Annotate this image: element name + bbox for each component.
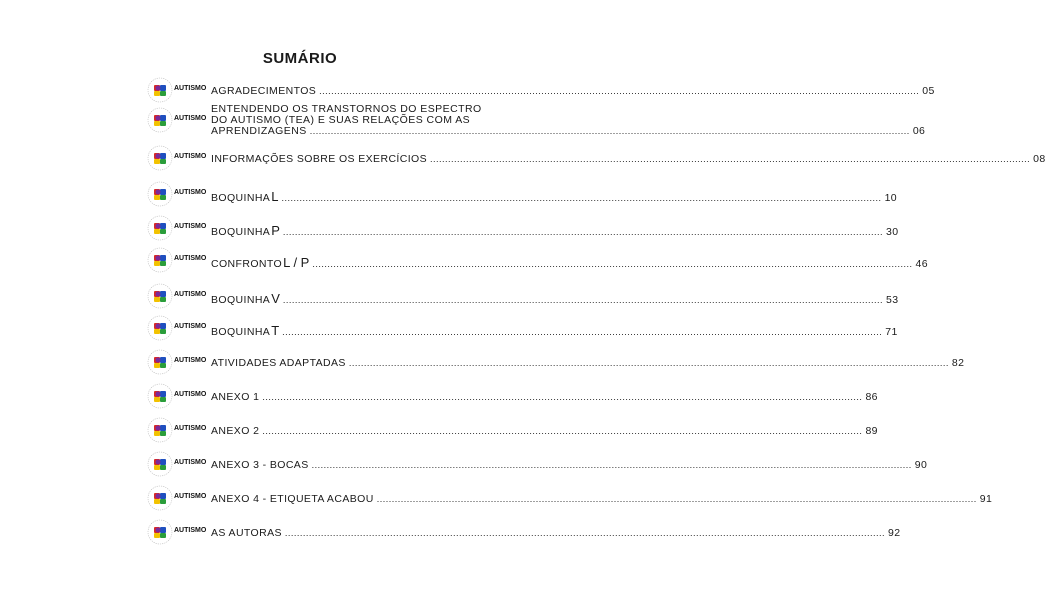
toc-entry-label: ANEXO 1	[211, 391, 260, 403]
toc-entry-line	[211, 459, 928, 471]
toc-entry-line	[211, 85, 935, 97]
toc-entry	[146, 103, 926, 137]
logo-word: AUTISMO	[174, 153, 207, 160]
page-title: SUMÁRIO	[262, 50, 338, 67]
logo-word: AUTISMO	[174, 115, 207, 122]
toc-entry-label: ATIVIDADES ADAPTADAS	[211, 357, 346, 369]
autismo-logo-icon	[146, 144, 208, 174]
toc-entry-line	[211, 223, 899, 238]
toc-entry	[146, 76, 935, 106]
toc-entry	[146, 382, 878, 412]
page-number: 53	[886, 294, 899, 306]
toc-entry	[146, 484, 993, 514]
autismo-logo-icon	[146, 416, 208, 446]
page-number: 05	[922, 85, 935, 97]
logo-word: AUTISMO	[174, 255, 207, 262]
page-number: 08	[1033, 153, 1046, 165]
toc-entry-label: BOQUINHA	[211, 226, 271, 238]
toc-entry-label: ANEXO 2	[211, 425, 260, 437]
dot-leader: ........................................................................................................................................................................................................	[262, 426, 863, 436]
toc-entry-label: AS AUTORAS	[211, 527, 282, 539]
dot-leader: ........................................................................................................................................................................................................	[376, 494, 977, 504]
dot-leader: ........................................................................................................................................................................................................	[312, 259, 913, 269]
logo-word: AUTISMO	[174, 291, 207, 298]
toc-entry-label: BOQUINHA	[211, 326, 271, 338]
dot-leader: ........................................................................................................................................................................................................	[262, 392, 863, 402]
dot-leader: ........................................................................................................................................................................................................	[348, 358, 949, 368]
toc-entry-line	[211, 291, 899, 306]
toc-entry	[146, 180, 898, 210]
toc-entry	[146, 144, 1046, 174]
toc-entry-label: BOQUINHA	[211, 294, 271, 306]
autismo-logo-icon	[146, 76, 208, 106]
dot-leader: ........................................................................................................................................................................................................	[282, 295, 883, 305]
toc-entry-line	[211, 357, 965, 369]
dot-leader: ........................................................................................................................................................................................................	[282, 327, 883, 337]
toc-entry-label: ANEXO 3 - BOCAS	[211, 459, 309, 471]
toc-entry-label: ANEXO 4 - ETIQUETA ACABOU	[211, 493, 374, 505]
autismo-logo-icon	[146, 348, 208, 378]
toc-entry-label: CONFRONTO	[211, 258, 283, 270]
page-number: 90	[914, 459, 928, 471]
toc-entry-line	[211, 323, 898, 338]
page-number: 82	[951, 357, 965, 369]
toc-entry-line	[211, 493, 993, 505]
dot-leader: ........................................................................................................................................................................................................	[430, 154, 1031, 164]
toc-entry	[146, 450, 928, 480]
page-number: 92	[888, 527, 901, 539]
logo-word: AUTISMO	[174, 527, 207, 534]
page-number: 71	[885, 326, 898, 338]
toc-entry-letter: T	[271, 323, 280, 338]
logo-word: AUTISMO	[174, 85, 207, 92]
page-number: 89	[865, 425, 878, 437]
toc-entry-label: ENTENDENDO OS TRANSTORNOS DO ESPECTRO	[211, 103, 482, 115]
autismo-logo-icon	[146, 282, 208, 312]
page-number: 10	[884, 192, 898, 204]
autismo-logo-icon	[146, 382, 208, 412]
toc-entry-line	[211, 255, 928, 270]
dot-leader: ........................................................................................................................................................................................................	[281, 193, 882, 203]
logo-word: AUTISMO	[174, 189, 207, 196]
autismo-logo-icon	[146, 484, 208, 514]
toc-entry-line	[211, 391, 878, 403]
logo-word: AUTISMO	[174, 459, 207, 466]
toc-entry	[146, 348, 965, 378]
toc-entry-letter: L / P	[283, 255, 310, 270]
autismo-logo-icon	[146, 214, 208, 244]
page-number: 91	[979, 493, 993, 505]
logo-word: AUTISMO	[174, 223, 207, 230]
toc-entry	[146, 214, 899, 244]
toc-entry	[146, 518, 901, 548]
toc-entry-label: INFORMAÇÕES SOBRE OS EXERCÍCIOS	[211, 153, 428, 165]
toc-entry-line	[211, 153, 1046, 165]
autismo-logo-icon	[146, 450, 208, 480]
toc-entry	[146, 314, 898, 344]
logo-word: AUTISMO	[174, 391, 207, 398]
toc-entry	[146, 282, 899, 312]
autismo-logo-icon	[146, 180, 208, 210]
toc-entry-line	[211, 425, 878, 437]
dot-leader: ........................................................................................................................................................................................................	[309, 126, 910, 136]
logo-word: AUTISMO	[174, 493, 207, 500]
toc-entry-label: AGRADECIMENTOS	[211, 85, 317, 97]
dot-leader: ........................................................................................................................................................................................................	[319, 86, 920, 96]
toc-entry	[146, 246, 928, 276]
page-number: 30	[886, 226, 899, 238]
page-number: 06	[912, 125, 926, 137]
dot-leader: ........................................................................................................................................................................................................	[311, 460, 912, 470]
toc-entry-label: BOQUINHA	[211, 192, 271, 204]
toc-entry-line	[211, 189, 898, 204]
page-number: 46	[915, 258, 928, 270]
toc-entry-letter: V	[271, 291, 280, 306]
page-number: 86	[865, 391, 878, 403]
logo-word: AUTISMO	[174, 357, 207, 364]
autismo-logo-icon	[146, 518, 208, 548]
autismo-logo-icon	[146, 314, 208, 344]
toc-entry-letter: P	[271, 223, 280, 238]
toc-entry	[146, 416, 878, 446]
autismo-logo-icon	[146, 246, 208, 276]
toc-entry-letter: L	[271, 189, 279, 204]
autismo-logo-icon	[146, 106, 208, 136]
toc-entry-multiline	[211, 103, 926, 137]
logo-word: AUTISMO	[174, 323, 207, 330]
logo-word: AUTISMO	[174, 425, 207, 432]
toc-entry-label: APRENDIZAGENS	[211, 125, 307, 137]
toc-entry-line	[211, 527, 901, 539]
dot-leader: ........................................................................................................................................................................................................	[282, 227, 883, 237]
dot-leader: ........................................................................................................................................................................................................	[284, 528, 886, 538]
toc-entry-label: DO AUTISMO (TEA) E SUAS RELAÇÕES COM AS	[211, 114, 471, 126]
